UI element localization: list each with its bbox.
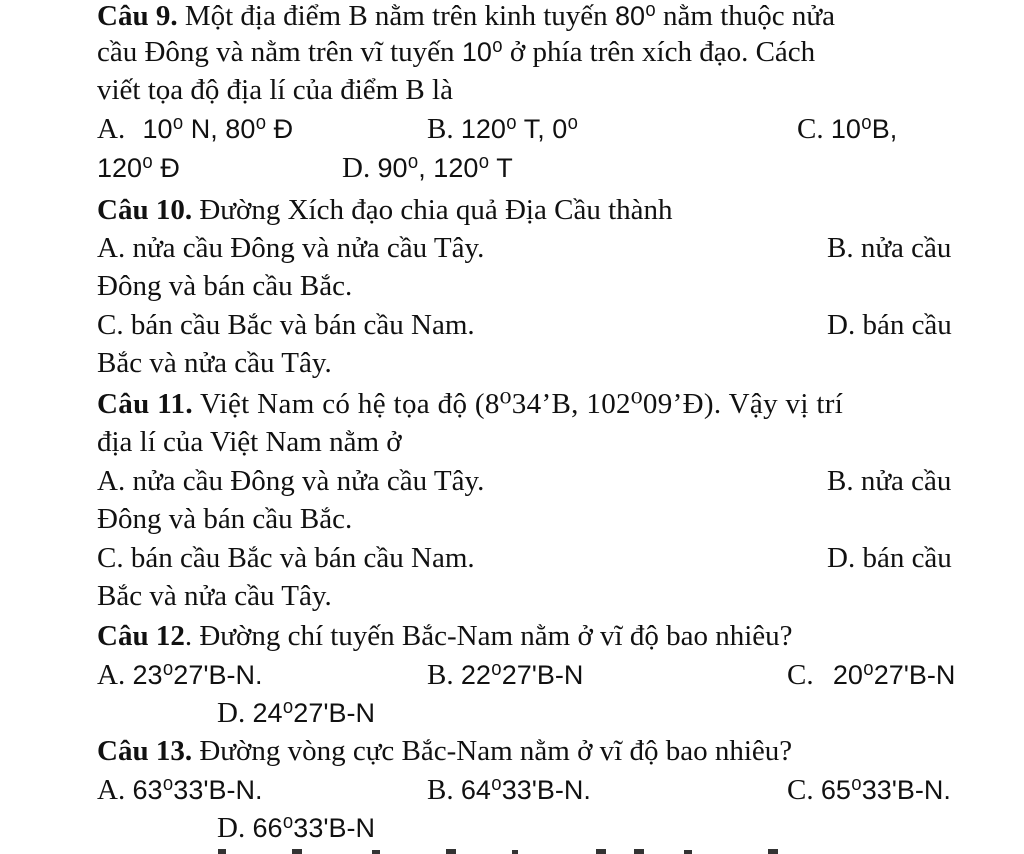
- q11-option-a: A. nửa cầu Đông và nửa cầu Tây.: [97, 465, 485, 497]
- q12-stem: [97, 618, 793, 654]
- q13-option-d-label: D.: [217, 812, 246, 844]
- q13-option-a-value: 63⁰33'B-N.: [132, 775, 263, 805]
- q10-label: Câu 10.: [97, 194, 193, 226]
- q9-option-d-label: D.: [342, 152, 371, 184]
- q10-option-d-continued: Bắc và nửa cầu Tây.: [97, 347, 332, 379]
- q9-option-b: [427, 111, 578, 147]
- q9-option-d: [342, 150, 513, 186]
- q10-option-b: B. nửa cầu: [827, 232, 952, 264]
- q11-stem: [97, 386, 843, 422]
- q10-option-b-continued: Đông và bán cầu Bắc.: [97, 270, 353, 302]
- q13-text: Đường vòng cực Bắc-Nam nằm ở vĩ độ bao nhiêu?: [192, 735, 793, 767]
- q12-option-d-value: 24⁰27'B-N: [252, 698, 375, 728]
- fragment-6: [596, 849, 606, 854]
- q13-option-a: [97, 772, 263, 808]
- q11-option-b: B. nửa cầu: [827, 465, 952, 497]
- q10-option-d: D. bán cầu: [827, 309, 952, 341]
- q9-option-c-continued: 120⁰ Đ: [97, 153, 180, 183]
- q11-option-c: C. bán cầu Bắc và bán cầu Nam.: [97, 542, 475, 574]
- q13-option-b-label: B.: [427, 774, 454, 806]
- q11-label: Câu 11.: [97, 388, 193, 420]
- q9-option-a: [97, 111, 293, 147]
- q13-option-c: [787, 772, 951, 808]
- q13-option-a-label: A.: [97, 774, 126, 806]
- q9-option-d-value: 90⁰, 120⁰ T: [377, 153, 513, 183]
- fragment-4: [446, 849, 456, 854]
- q9-value-1: 80⁰: [614, 1, 656, 31]
- q13-stem: [97, 733, 792, 769]
- cropped-next-line: [0, 840, 1024, 854]
- q13-label: Câu 13.: [97, 735, 193, 767]
- q9-option-b-value: 120⁰ T, 0⁰: [460, 114, 579, 144]
- q12-option-c: [787, 657, 955, 693]
- q12-label: Câu 12: [97, 620, 185, 652]
- fragment-7: [634, 849, 644, 854]
- q12-option-a-value: 23⁰27'B-N.: [132, 660, 263, 690]
- q11-option-d-continued: Bắc và nửa cầu Tây.: [97, 580, 332, 612]
- q9-option-a-value: 10⁰ N, 80⁰ Đ: [142, 114, 294, 144]
- q9-text-1: Một địa điểm B nằm trên kinh tuyến: [177, 0, 615, 32]
- q9-label: Câu 9.: [97, 0, 178, 32]
- fragment-3: [372, 850, 380, 854]
- q11-stem-continued: địa lí của Việt Nam nằm ở: [97, 426, 402, 458]
- q9-option-b-label: B.: [427, 113, 454, 145]
- q10-stem: [97, 192, 673, 228]
- cropped-text-fragments: [0, 840, 1024, 854]
- q9-option-c-value: 10⁰B,: [830, 114, 898, 144]
- q13-option-c-value: 65⁰33'B-N.: [820, 775, 951, 805]
- q12-text: . Đường chí tuyến Bắc-Nam nằm ở vĩ độ bao nhiêu?: [184, 620, 793, 652]
- q9-text-1-end: nằm thuộc nửa: [655, 0, 835, 32]
- q12-option-c-value: 20⁰27'B-N: [832, 660, 956, 690]
- q12-option-b: [427, 657, 583, 693]
- q11-option-b-continued: Đông và bán cầu Bắc.: [97, 503, 353, 535]
- q12-option-d: [217, 695, 375, 731]
- q9-option-a-label: A.: [97, 113, 126, 145]
- q9-value-2: 10⁰: [461, 37, 503, 67]
- q11-text: Việt Nam có hệ tọa độ (8⁰34’B, 102⁰09’Đ). Vậy vị trí: [192, 388, 844, 420]
- q9-option-c: [797, 111, 897, 147]
- q9-line-2: [97, 34, 815, 70]
- q12-option-d-label: D.: [217, 697, 246, 729]
- q13-option-d-value: 66⁰33'B-N: [252, 813, 375, 843]
- q9-line-1: [97, 0, 835, 34]
- q9-text-2: cầu Đông và nằm trên vĩ tuyến: [97, 36, 462, 68]
- q12-option-a-label: A.: [97, 659, 126, 691]
- fragment-5: [512, 850, 518, 854]
- q9-line-3: viết tọa độ địa lí của điểm B là: [97, 74, 453, 106]
- q10-text: Đường Xích đạo chia quả Địa Cầu thành: [192, 194, 673, 226]
- fragment-1: [218, 849, 226, 854]
- fragment-9: [768, 849, 778, 854]
- q12-option-a: [97, 657, 263, 693]
- q12-option-c-label: C.: [787, 659, 814, 691]
- q11-option-d: D. bán cầu: [827, 542, 952, 574]
- q10-option-a: A. nửa cầu Đông và nửa cầu Tây.: [97, 232, 485, 264]
- q12-option-b-label: B.: [427, 659, 454, 691]
- q12-option-b-value: 22⁰27'B-N: [460, 660, 584, 690]
- q10-option-c: C. bán cầu Bắc và bán cầu Nam.: [97, 309, 475, 341]
- q9-text-2-end: ở phía trên xích đạo. Cách: [502, 36, 816, 68]
- q9-option-c-label: C.: [797, 113, 824, 145]
- q13-option-b: [427, 772, 591, 808]
- q13-option-b-value: 64⁰33'B-N.: [460, 775, 591, 805]
- fragment-2: [292, 849, 302, 854]
- q13-option-c-label: C.: [787, 774, 814, 806]
- fragment-8: [684, 850, 692, 854]
